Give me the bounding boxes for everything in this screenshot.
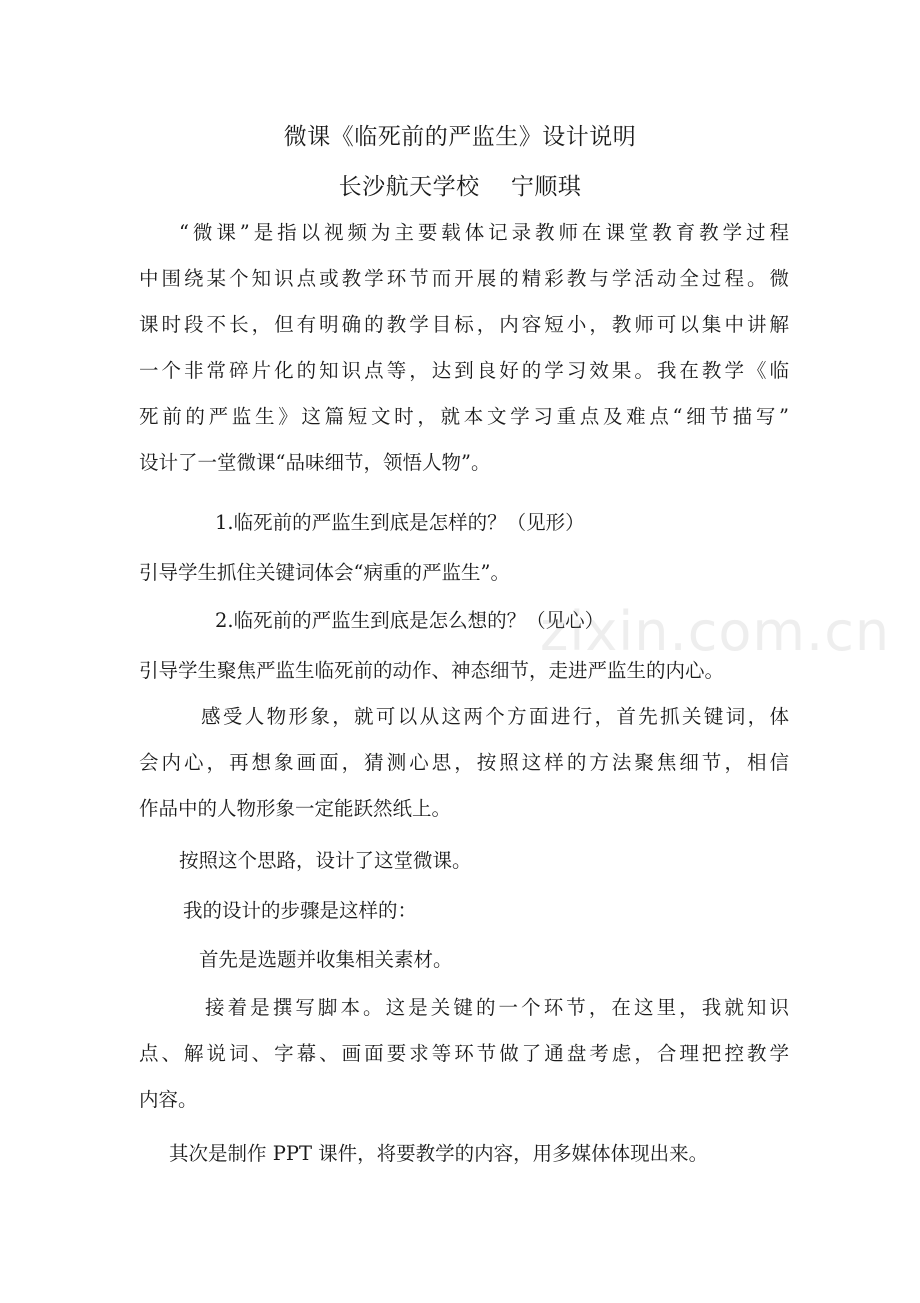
paragraph-line: “微课”是指以视频为主要载体记录教师在课堂教育教学过程	[179, 221, 789, 244]
question-1-block	[139, 500, 789, 596]
question-2-note: 引导学生聚焦严监生临死前的动作、神态细节，走进严监生的内心。	[139, 659, 725, 682]
author-line: 长沙航天学校 宁顺琪	[338, 174, 582, 200]
paragraph-line: 内容。	[139, 1088, 198, 1111]
steps-line: 我的设计的步骤是这样的：	[183, 899, 418, 922]
intro-paragraph	[139, 210, 789, 486]
paragraph-line: 设计了一堂微课“品味细节，领悟人物”。	[139, 451, 491, 474]
steps-line-block	[139, 888, 789, 934]
question-1-note: 引导学生抓住关键词体会“病重的严监生”。	[139, 561, 510, 584]
watermark-logo: zixin.com.cn	[540, 600, 891, 663]
summary-paragraph	[139, 694, 789, 832]
question-2: 2.临死前的严监生到底是怎么想的？（见心）	[215, 609, 605, 632]
ppt-line-block	[139, 1131, 789, 1177]
first-step-block	[139, 937, 789, 983]
paragraph-line: 接着是撰写脚本。这是关键的一个环节，在这里，我就知识	[205, 996, 789, 1019]
paragraph-line: 死前的严监生》这篇短文时，就本文学习重点及难点“细节描写”	[139, 405, 789, 428]
question-1: 1.临死前的严监生到底是怎样的？（见形）	[215, 511, 585, 534]
first-step-line: 首先是选题并收集相关素材。	[199, 948, 453, 971]
paragraph-line: 一个非常碎片化的知识点等，达到良好的学习效果。我在教学《临	[139, 359, 789, 382]
script-paragraph	[139, 985, 789, 1123]
paragraph-line: 感受人物形象，就可以从这两个方面进行，首先抓关键词，体	[201, 705, 789, 728]
idea-line-block	[139, 838, 789, 884]
paragraph-line: 作品中的人物形象一定能跃然纸上。	[139, 797, 452, 820]
document-title: 微课《临死前的严监生》设计说明	[283, 124, 637, 150]
ppt-line: 其次是制作 PPT 课件，将要教学的内容，用多媒体体现出来。	[169, 1142, 709, 1165]
paragraph-line: 点、解说词、字幕、画面要求等环节做了通盘考虑，合理把控教学	[139, 1042, 789, 1065]
idea-line: 按照这个思路，设计了这堂微课。	[179, 849, 472, 872]
paragraph-line: 会内心，再想象画面，猜测心思，按照这样的方法聚焦细节，相信	[139, 751, 789, 774]
paragraph-line: 课时段不长，但有明确的教学目标，内容短小，教师可以集中讲解	[139, 313, 789, 336]
paragraph-line: 中围绕某个知识点或教学环节而开展的精彩教与学活动全过程。微	[139, 267, 789, 290]
